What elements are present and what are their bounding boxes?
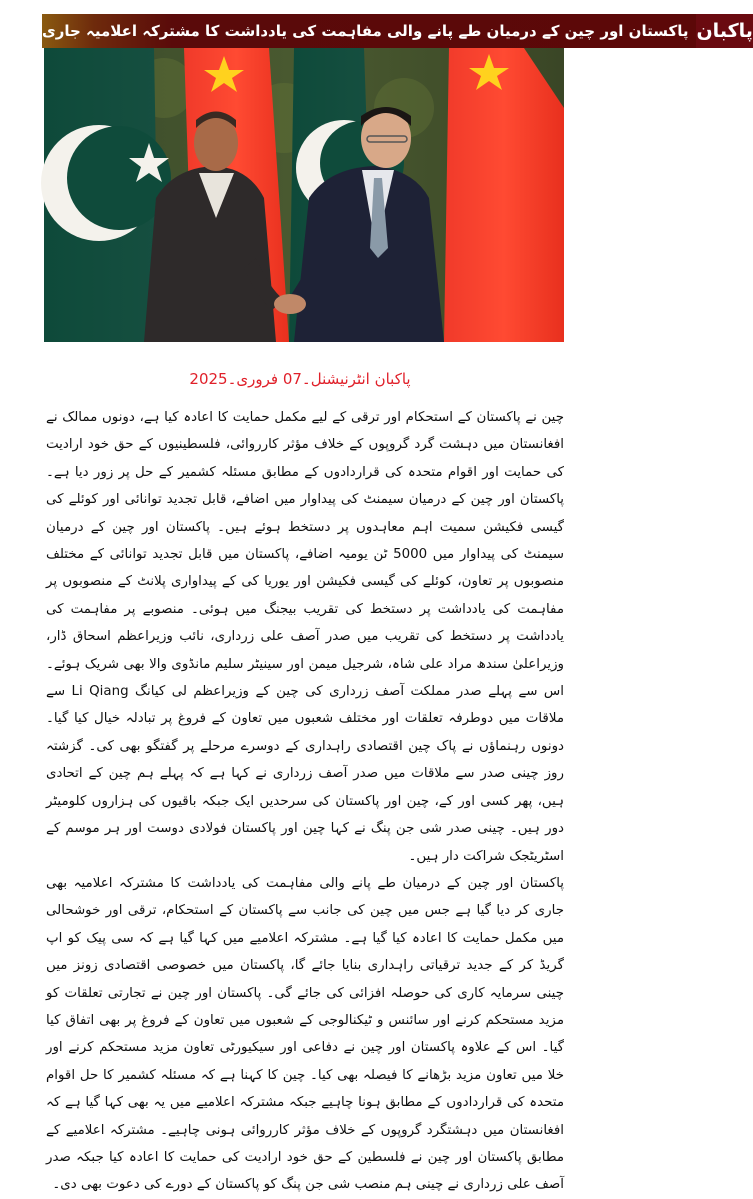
article-paragraph: چین نے پاکستان کے استحکام اور ترقی کے لیے مکمل حمایت کا اعادہ کیا ہے، دونوں ممالک نے افغانستان میں دہشت گرد گروپوں کے خلاف مؤثر کارروائی، فلسطینیوں کے حق خود ارادیت کی حمایت اور اقوام متحدہ کی قراردادوں کے مطابق مسئلہ کشمیر کے حل پر زور دیا ہے۔ پاکستان اور چین کے درمیان سیمنٹ کی پیداوار میں اضافے، قابل تجدید توانائی اور کوئلے کی گیسی فکیشن سمیت اہم معاہدوں پر دستخط ہوئے ہیں۔ پاکستان اور چین کے درمیان سیمنٹ کی پیداوار میں 5000 ٹن یومیہ اضافے، پاکستان میں قابل تجدید توانائی کے مختلف منصوبوں پر تعاون، کوئلے کی گیسی فکیشن اور یوریا کی کے پیداواری پلانٹ کے منصوبوں پر مفاہمت کی یادداشت پر دستخط کی تقریب بیجنگ میں ہوئی۔ منصوبے پر مفاہمت کی یادداشت پر دستخط کی تقریب میں صدر آصف علی زرداری، نائب وزیراعظم اسحاق ڈار، وزیراعلیٰ سندھ مراد علی شاہ، شرجیل میمن اور سینیٹر سلیم مانڈوی والا بھی شریک ہوئے۔ اس سے پہلے صدر مملکت آصف زرداری کی چین کے وزیراعظم لی کیانگ Li Qiang سے ملاقات میں دوطرفہ تعلقات اور مختلف شعبوں میں تعاون کے فروغ پر تبادلہ خیال کیا گیا۔ دونوں رہنماؤں نے پاک چین اقتصادی راہداری کے دوسرے مرحلے پر گفتگو بھی کی۔ گزشتہ روز چینی صدر سے ملاقات میں صدر آصف زرداری نے کہا ہے کہ پہلے ہم چین کے اتحادی ہیں، پھر کسی اور کے، چین اور پاکستان کی سرحدیں ایک جبکہ باقیوں کی ہزاروں کلومیٹر دور ہیں۔ چینی صدر شی جن پنگ نے کہا چین اور پاکستان فولادی دوست اور ہر موسم کے اسٹریٹجک شراکت دار ہیں۔ [46, 410, 564, 864]
article-paragraph: پاکستان اور چین کے درمیان طے پانے والی مفاہمت کی یادداشت کا مشترکہ اعلامیہ بھی جاری کر دیا گیا ہے جس میں چین کی جانب سے پاکستان کے استحکام، ترقی اور خوشحالی میں مکمل حمایت کا اعادہ کیا گیا ہے۔ مشترکہ اعلامیے میں کہا گیا ہے کہ سی پیک کو اپ گریڈ کر کے جدید ترقیاتی راہداری بنایا جائے گا، پاکستان میں خصوصی اقتصادی زونز میں چینی سرمایہ کاری کی حوصلہ افزائی کی جائے گی۔ پاکستان اور چین نے تجارتی تعلقات کو مزید مستحکم کرنے اور سائنس و ٹیکنالوجی کے شعبوں میں تعاون کے فروغ پر بھی اتفاق کیا گیا۔ اس کے علاوہ پاکستان اور چین نے دفاعی اور سیکیورٹی تعاون مزید مستحکم کرنے اور خلا میں تعاون مزید بڑھانے کا فیصلہ بھی کیا۔ چین کا کہنا ہے کہ مسئلہ کشمیر کا حل اقوام متحدہ کی قراردادوں کے مطابق ہونا چاہیے جبکہ مشترکہ اعلامیے میں یہ بھی کہا گیا ہے کہ افغانستان میں دہشتگرد گروپوں کے خلاف مؤثر کارروائی ہونی چاہیے۔ مشترکہ اعلامیے کے مطابق پاکستان اور چین نے فلسطین کے حق خود ارادیت کی حمایت کا اعادہ کیا جبکہ صدر آصف علی زرداری نے چینی ہم منصب شی جن پنگ کو پاکستان کے دورے کی دعوت بھی دی۔ [46, 875, 564, 1193]
dateline: پاکبان انٹرنیشنل۔07 فروری۔2025 [189, 370, 411, 388]
news-photo [44, 48, 564, 342]
newspaper-logo-text: پاکبان [696, 20, 753, 42]
newspaper-logo [696, 14, 752, 48]
handshake-photo-icon [44, 48, 564, 342]
headline-banner [42, 14, 753, 48]
headline-title: پاکستان اور چین کے درمیان طے پانے والی مفاہمت کی یادداشت کا مشترکہ اعلامیہ جاری [42, 22, 689, 40]
headline-band [42, 14, 696, 48]
article-body [46, 404, 564, 1199]
handshake [274, 294, 306, 314]
china-flag-right [444, 48, 564, 342]
